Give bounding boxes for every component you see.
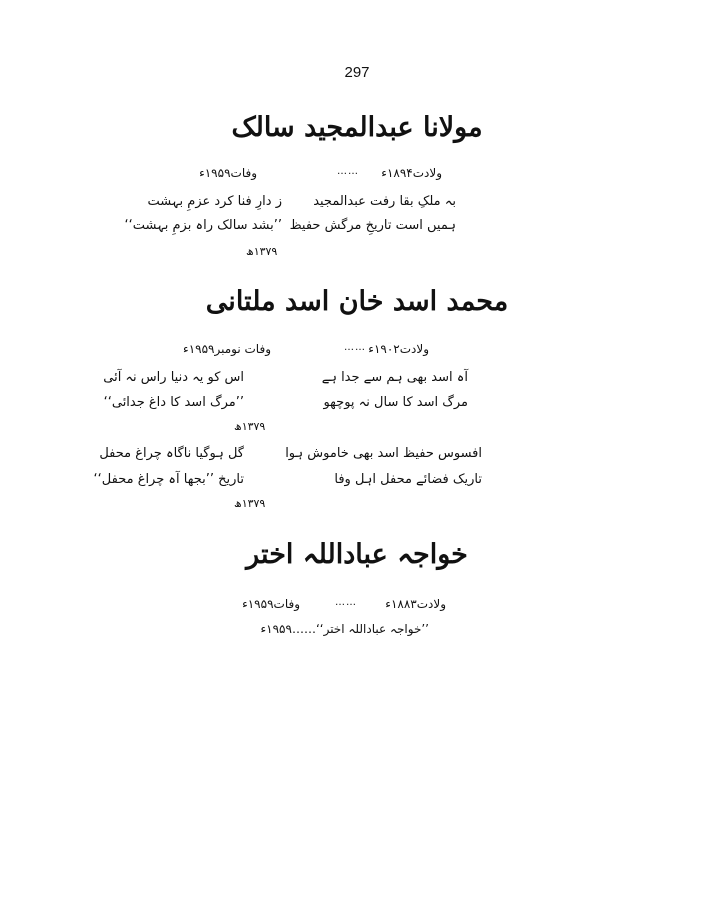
section-1-separator: …… (337, 166, 359, 177)
section-2-death: وفات نومبر۱۹۵۹ء (183, 342, 271, 356)
section-2-verse-2-b: ’’مرگ اسد کا داغ جدائی‘‘ (103, 395, 244, 410)
section-1-title: مولانا عبدالمجید سالک (231, 112, 483, 143)
section-2-hijri-year-b: ۱۳۷۹ھ (234, 497, 266, 510)
section-2-verse-3-b: گل ہوگیا ناگاہ چراغ محفل (99, 446, 244, 461)
section-2-verse-4-b: تاریخ ’’بجھا آہ چراغ محفل‘‘ (93, 472, 244, 487)
section-3-death: وفات۱۹۵۹ء (242, 597, 300, 611)
section-2-verse-1-a: آہ اسد بھی ہم سے جدا ہے (321, 370, 468, 385)
section-1-verse-2-b: ’’بشد سالک راہ بزمِ بہشت‘‘ (124, 218, 282, 233)
section-2-hijri-year-a: ۱۳۷۹ھ (234, 420, 266, 433)
section-1-death: وفات۱۹۵۹ء (199, 166, 257, 180)
section-1-birth: ولادت۱۸۹۴ء (381, 166, 442, 180)
section-2-verse-3-a: افسوس حفیظ اسد بھی خاموش ہوا (285, 446, 482, 461)
section-2-separator: …… (344, 342, 366, 353)
section-3-separator: …… (335, 597, 357, 608)
page-number: 297 (344, 64, 370, 81)
section-1-verse-2-a: ہمیں است تاریخِ مرگش حفیظ (289, 218, 456, 233)
section-3-chronogram: ’’خواجہ عباداللہ اختر‘‘……۱۹۵۹ء (260, 622, 429, 636)
section-2-verse-4-a: تاریک فضائے محفل اہل وفا (334, 472, 482, 487)
section-2-title: محمد اسد خان اسد ملتانی (205, 286, 509, 317)
section-3-title: خواجہ عباداللہ اختر (246, 539, 468, 570)
section-1-verse-1-a: بہ ملکِ بقا رفت عبدالمجید (313, 194, 456, 209)
section-2-verse-2-a: مرگ اسد کا سال نہ پوچھو (323, 395, 468, 410)
section-2-birth: ولادت۱۹۰۲ء (368, 342, 429, 356)
section-1-hijri-year: ۱۳۷۹ھ (246, 245, 278, 258)
section-1-verse-1-b: ز دارِ فنا کرد عزمِ بہشت (147, 194, 282, 209)
section-2-verse-1-b: اس کو یہ دنیا راس نہ آئی (103, 370, 244, 385)
section-3-birth: ولادت۱۸۸۳ء (385, 597, 446, 611)
